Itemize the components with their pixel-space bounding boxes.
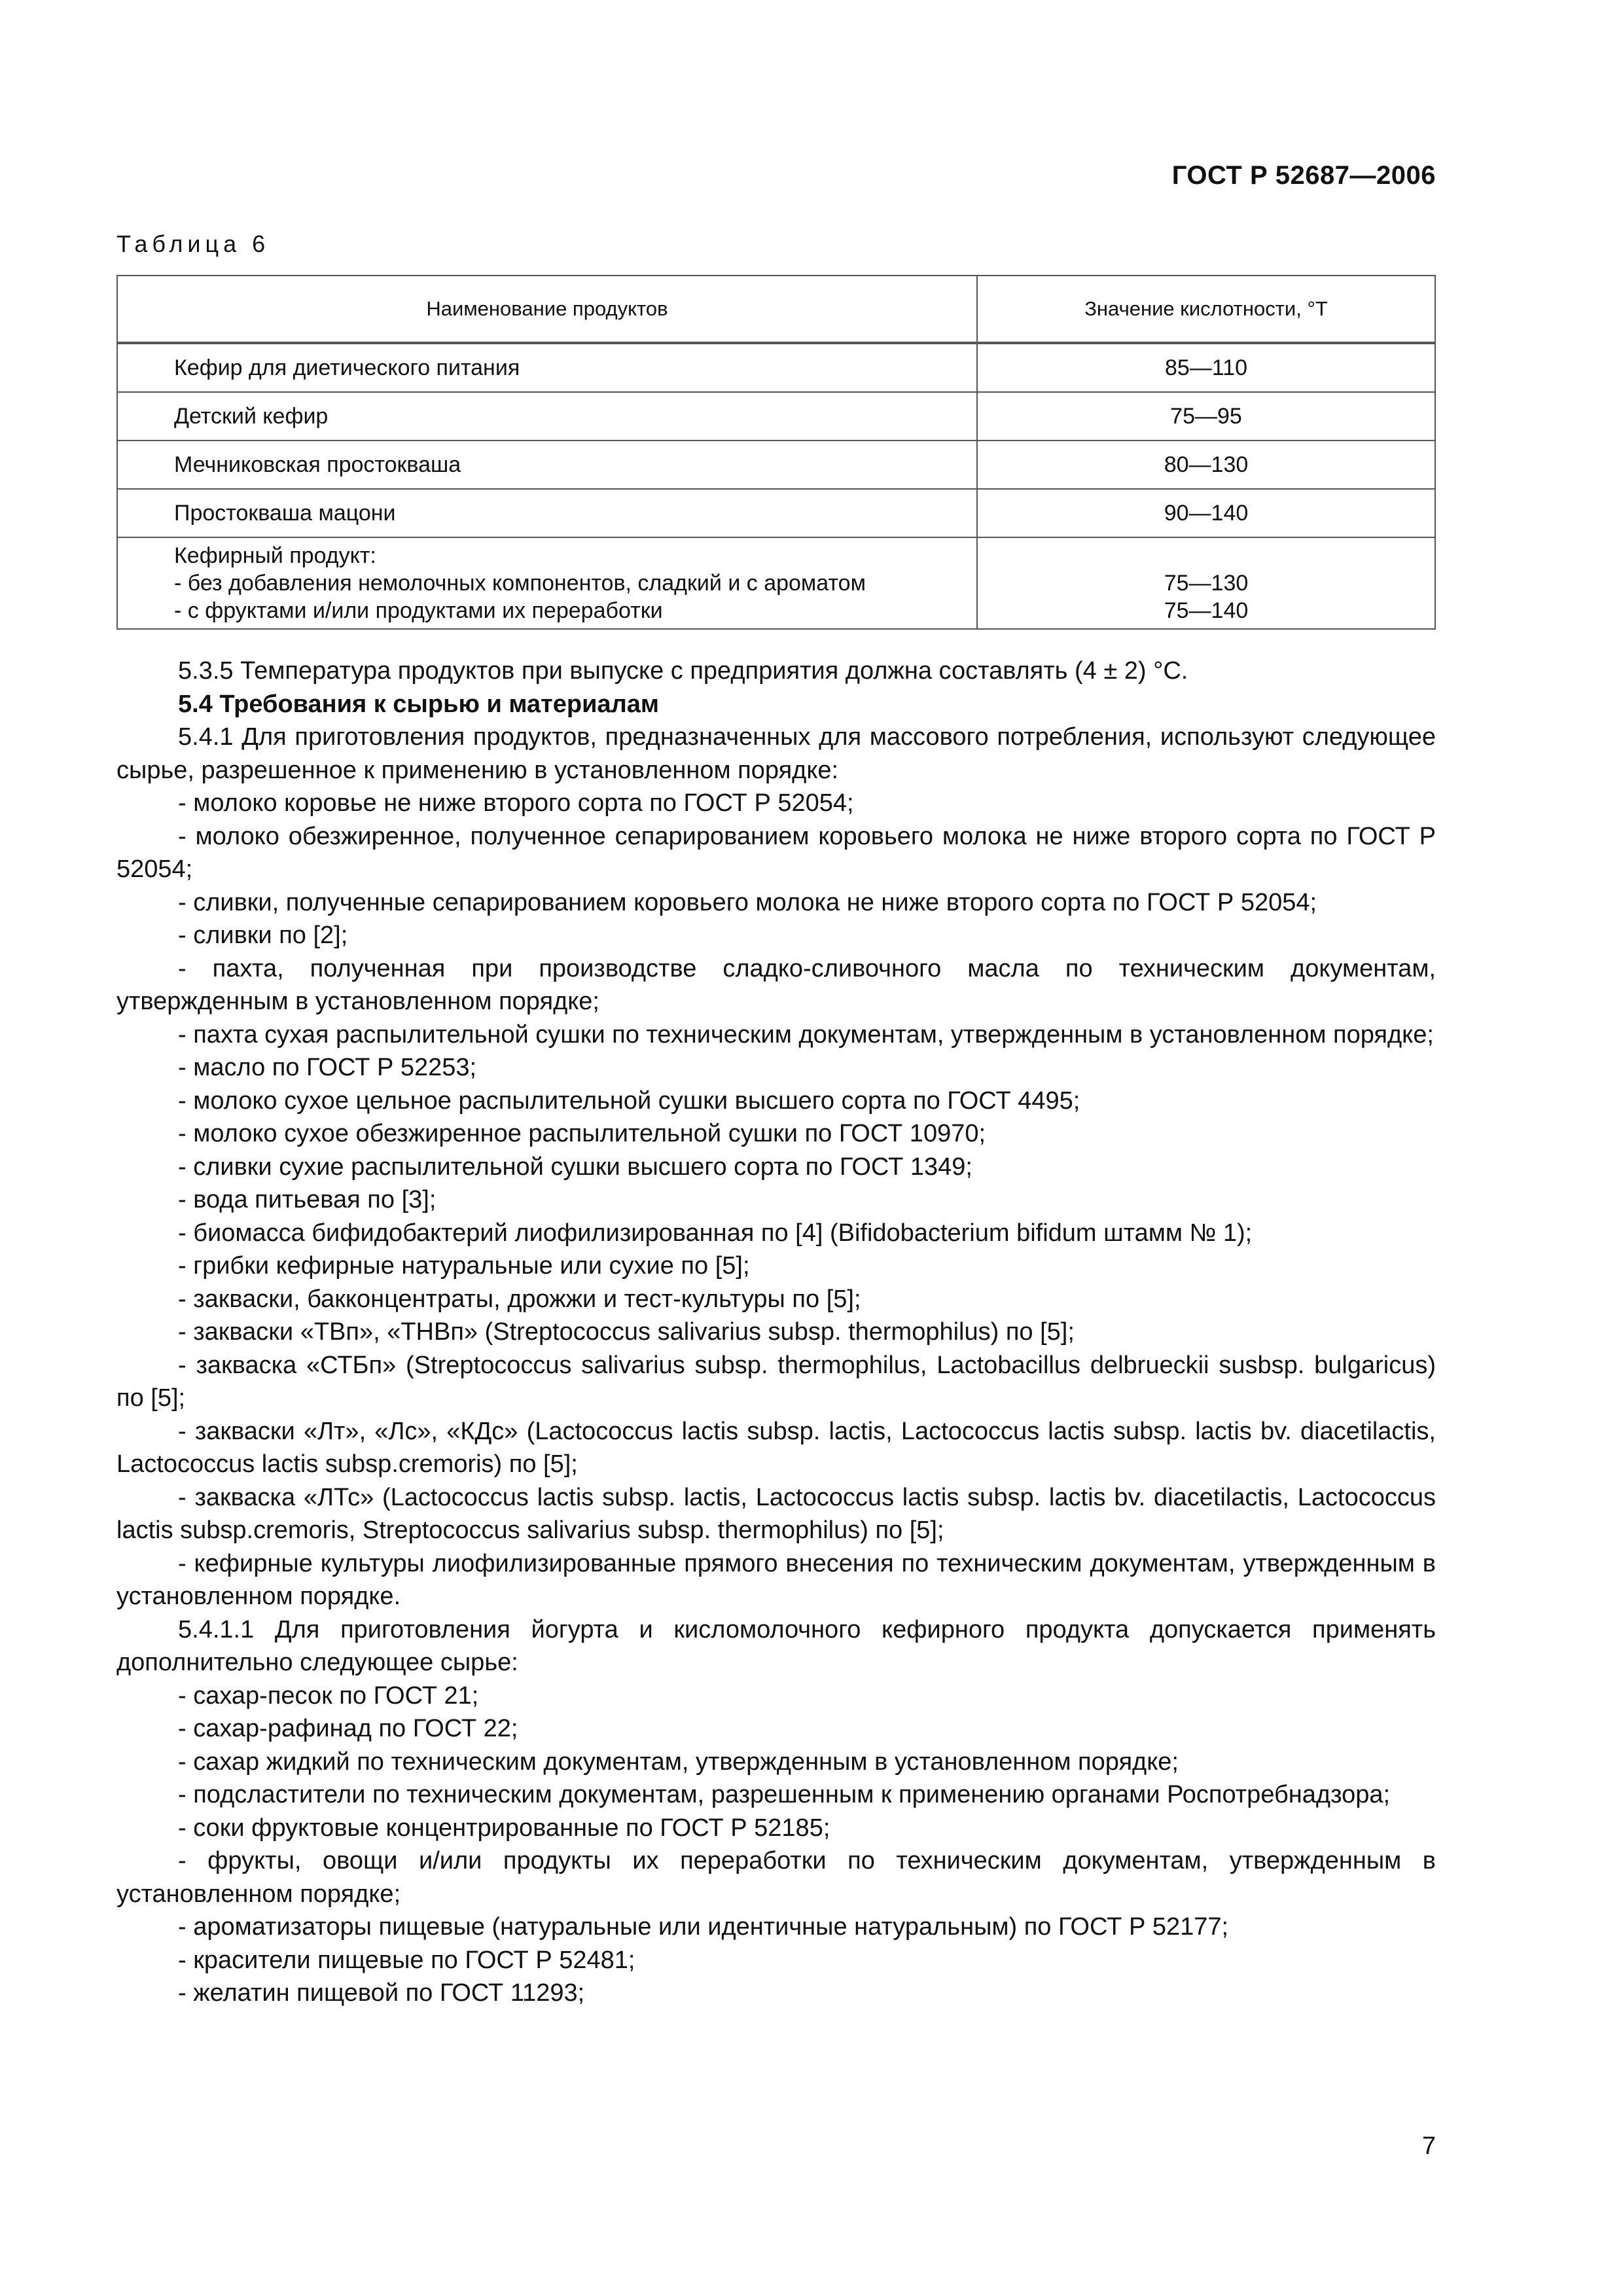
list-item: - пахта сухая распылительной сушки по техническим документам, утвержденным в установленном порядке;: [178, 1020, 1434, 1049]
body-text: [116, 655, 1436, 2010]
list-item: - красители пищевые по ГОСТ Р 52481;: [178, 1946, 635, 1974]
product-name-cell: Простокваша мацони: [117, 489, 977, 537]
list-item: - фрукты, овощи и/или продукты их переработки по техническим документам, утвержденным в установленном порядке;: [116, 1847, 1436, 1908]
list-item: - биомасса бифидобактерий лиофилизированная по [4] (Bifidobacterium bifidum штамм № 1);: [178, 1219, 1253, 1247]
paragraph: 5.3.5 Температура продуктов при выпуске с предприятия должна составлять (4 ± 2) °С.: [178, 657, 1188, 685]
list-item: - закваски, бакконцентраты, дрожжи и тест-культуры по [5];: [178, 1285, 861, 1313]
list-item: - соки фруктовые концентрированные по ГОСТ Р 52185;: [178, 1814, 830, 1842]
list-item: - сливки по [2];: [178, 922, 348, 949]
list-item: - молоко сухое цельное распылительной сушки высшего сорта по ГОСТ 4495;: [178, 1086, 1080, 1115]
acidity-value-cell: 75—95: [977, 392, 1435, 440]
list-item: - сахар-рафинад по ГОСТ 22;: [178, 1715, 518, 1742]
list-item: - закваски «Лт», «Лс», «КДс» (Lactococcus lactis subsp. lactis, Lactococcus lactis subsp. lactis bv. diacetilactis, Lactococcus lactis subsp.cremoris) по [5];: [116, 1417, 1436, 1478]
acidity-value-cell: [977, 537, 1435, 629]
document-header: ГОСТ Р 52687—2006: [1171, 161, 1436, 190]
list-item: - грибки кефирные натуральные или сухие по [5];: [178, 1252, 750, 1280]
table-row: [117, 343, 1435, 392]
list-item: - сахар жидкий по техническим документам, утвержденным в установленном порядке;: [178, 1748, 1179, 1776]
table-row: [117, 392, 1435, 440]
product-name-cell: Мечниковская простокваша: [117, 440, 977, 489]
acidity-value-line: 75—130: [1164, 571, 1249, 596]
table-row: [117, 537, 1435, 629]
list-item: - закваски «ТВп», «ТНВп» (Streptococcus salivarius subsp. thermophilus) по [5];: [178, 1318, 1075, 1346]
paragraph: 5.4.1 Для приготовления продуктов, предназначенных для массового потребления, используют следующее сырье, разрешенное к применению в установленном порядке:: [116, 723, 1436, 784]
list-item: - подсластители по техническим документам, разрешенным к применению органами Роспотребнадзора;: [178, 1781, 1391, 1808]
product-name-line: - с фруктами и/или продуктами их переработки: [174, 598, 663, 623]
acidity-value-line: 75—140: [1164, 598, 1249, 623]
list-item: - молоко сухое обезжиренное распылительной сушки по ГОСТ 10970;: [178, 1120, 986, 1147]
product-name-line: - без добавления немолочных компонентов, сладкий и с ароматом: [174, 571, 866, 596]
product-name-line: Кефирный продукт:: [174, 543, 376, 568]
section-heading: 5.4 Требования к сырью и материалам: [178, 690, 659, 718]
column-header-product: Наименование продуктов: [117, 276, 977, 343]
table-caption: Таблица 6: [116, 230, 270, 257]
product-name-cell: [117, 537, 977, 629]
product-name-cell: Детский кефир: [117, 392, 977, 440]
acidity-table: [116, 275, 1436, 630]
list-item: - закваска «ЛТс» (Lactococcus lactis subsp. lactis, Lactococcus lactis subsp. lactis bv. diacetilactis, Lactococcus lactis subsp.cremoris, Streptococcus salivarius subsp. thermophilus) по [5];: [116, 1483, 1436, 1544]
table-row: [117, 440, 1435, 489]
table-header-row: [117, 276, 1435, 343]
acidity-value-cell: 80—130: [977, 440, 1435, 489]
list-item: - ароматизаторы пищевые (натуральные или идентичные натуральным) по ГОСТ Р 52177;: [178, 1913, 1229, 1941]
acidity-value-cell: 90—140: [977, 489, 1435, 537]
acidity-value-line: [978, 542, 1435, 569]
list-item: - кефирные культуры лиофилизированные прямого внесения по техническим документам, утвержденным в установленном порядке.: [116, 1549, 1436, 1610]
product-name-cell: Кефир для диетического питания: [117, 343, 977, 392]
list-item: - сахар-песок по ГОСТ 21;: [178, 1681, 479, 1710]
list-item: - сливки, полученные сепарированием коровьего молока не ниже второго сорта по ГОСТ Р 52054;: [178, 888, 1317, 916]
list-item: - пахта, полученная при производстве сладко-сливочного масла по техническим документам, утвержденным в установленном порядке;: [116, 954, 1436, 1015]
acidity-value-cell: 85—110: [977, 343, 1435, 392]
list-item: - сливки сухие распылительной сушки высшего сорта по ГОСТ 1349;: [178, 1153, 972, 1181]
list-item: - закваска «СТБп» (Streptococcus salivarius subsp. thermophilus, Lactobacillus delbrueckii susbsp. bulgaricus) по [5];: [116, 1351, 1436, 1412]
paragraph: 5.4.1.1 Для приготовления йогурта и кисломолочного кефирного продукта допускается применять дополнительно следующее сырье:: [116, 1615, 1436, 1676]
list-item: - масло по ГОСТ Р 52253;: [178, 1054, 477, 1081]
list-item: - молоко коровье не ниже второго сорта по ГОСТ Р 52054;: [178, 789, 854, 817]
list-item: - желатин пищевой по ГОСТ 11293;: [178, 1979, 585, 2007]
column-header-acidity: Значение кислотности, °Т: [977, 276, 1435, 343]
list-item: - вода питьевая по [3];: [178, 1186, 437, 1213]
page-number: 7: [1421, 2132, 1436, 2160]
table-row: [117, 489, 1435, 537]
list-item: - молоко обезжиренное, полученное сепарированием коровьего молока не ниже второго сорта по ГОСТ Р 52054;: [116, 822, 1436, 883]
